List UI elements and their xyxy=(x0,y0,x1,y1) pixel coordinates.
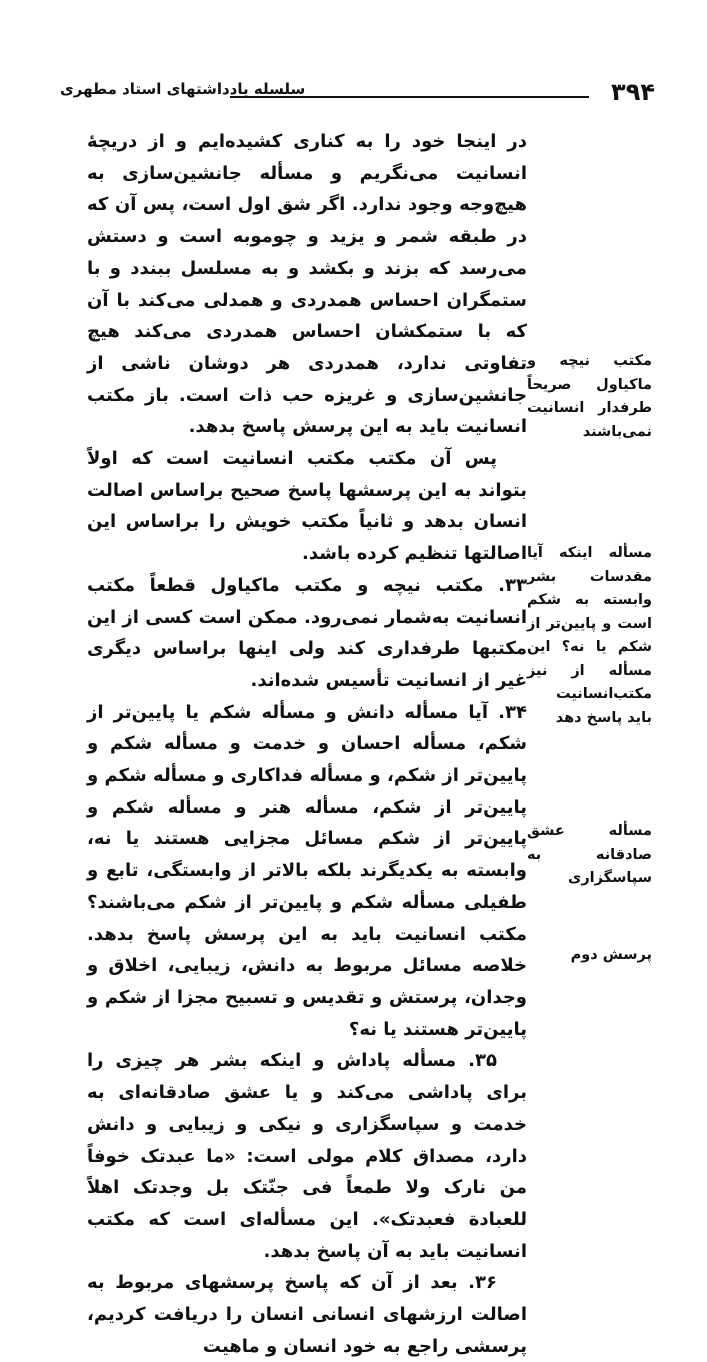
paragraph: ۳۶. بعد از آن که پاسخ پرسشهای مربوط به اصالت ارزشهای انسانی انسان را دریافت کردیم، پرسشی راجع به خود انسان و ماهیت xyxy=(87,1272,527,1357)
margin-note: مسأله اینکه آیا مقدسات بشر وابسته به شکم است و پایین‌تر از شکم یا نه؟ این مسأله از نیز مکتب‌انسانیت باید پاسخ دهد xyxy=(527,545,652,726)
page-header xyxy=(60,78,655,108)
paragraph: در اینجا خود را به کناری کشیده‌ایم و از دریچهٔ انسانیت می‌نگریم و مسأله جانشین‌سازی به هیچ‌وجه وجود ندارد. اگر شق اول است، پس آن که در طبقه شمر و یزید و چوموبه است و دستش می‌رسد که بزند و بکشد و به مسلسل ببندد و با ستمگران احساس همدردی و همدلی می‌کند با آن که با ستمکشان احساس همدردی می‌کند هیچ تفاوتی ندارد، همدردی هر دوشان ناشی از جانشین‌سازی و غریزه حب ذات است. باز مکتب انسانیت باید به این پرسش پاسخ بدهد. xyxy=(87,131,527,438)
margin-note: مسأله عشق صادقانه به سپاسگزاری xyxy=(527,823,652,886)
margin-note: مکتب نیچه و ماکیاول صریحاً طرفدار انسانیت نمی‌باشند xyxy=(527,353,652,440)
margin-note: پرسش دوم xyxy=(570,947,652,963)
paragraph: ۳۴. آیا مسأله دانش و مسأله شکم یا پایین‌تر از شکم، مسأله احسان و خدمت و مسأله شکم و پایین‌تر از شکم، و مسأله فداکاری و مسأله شکم و پایین‌تر از شکم، مسأله هنر و مسأله شکم و پایین‌تر از شکم مسائل مجزایی هستند یا نه، وابسته به یکدیگرند بلکه بالاتر از وابستگی، تابع و طفیلی مسأله شکم و پایین‌تر از شکم می‌باشند؟ مکتب انسانیت باید به این پرسش پاسخ بدهد. خلاصه مسائل مربوط به دانش، زیبایی، اخلاق و وجدان، پرستش و تقدیس و تسبیح مجزا از شکم و پایین‌تر هستند یا نه؟ xyxy=(87,701,527,1040)
body-text xyxy=(87,126,527,1362)
paragraph: پس آن مکتب مکتب انسانیت است که اولاً بتواند به این پرسشها پاسخ صحیح براساس اصالت انسان بدهد و ثانیاً مکتب خویش را براساس این اصالتها تنظیم کرده باشد. xyxy=(87,448,527,565)
page-number: ۳۹۴ xyxy=(611,78,655,106)
paragraph: ۳۳. مکتب نیچه و مکتب ماکیاول قطعاً مکتب انسانیت به‌شمار نمی‌رود. ممکن است کسی از این مکتبها طرفداری کند ولی اینها براساس دیگری غیر از انسانیت تأسیس شده‌اند. xyxy=(87,574,527,691)
paragraph: ۳۵. مسأله پاداش و اینکه بشر هر چیزی را برای پاداشی می‌کند و یا عشق صادقانه‌ای به خدمت و سپاسگزاری و نیکی و زیبایی و دانش دارد، مصداق کلام مولی است: «ما عبدتک خوفاً من نارک ولا طمعاً فی جنّتک بل وجدتک اهلاً للعبادة فعبدتک». این مسأله‌ای است که مکتب انسانیت باید به آن پاسخ بدهد. xyxy=(87,1050,527,1262)
series-title: سلسله یادداشتهای استاد مطهری xyxy=(60,80,306,98)
